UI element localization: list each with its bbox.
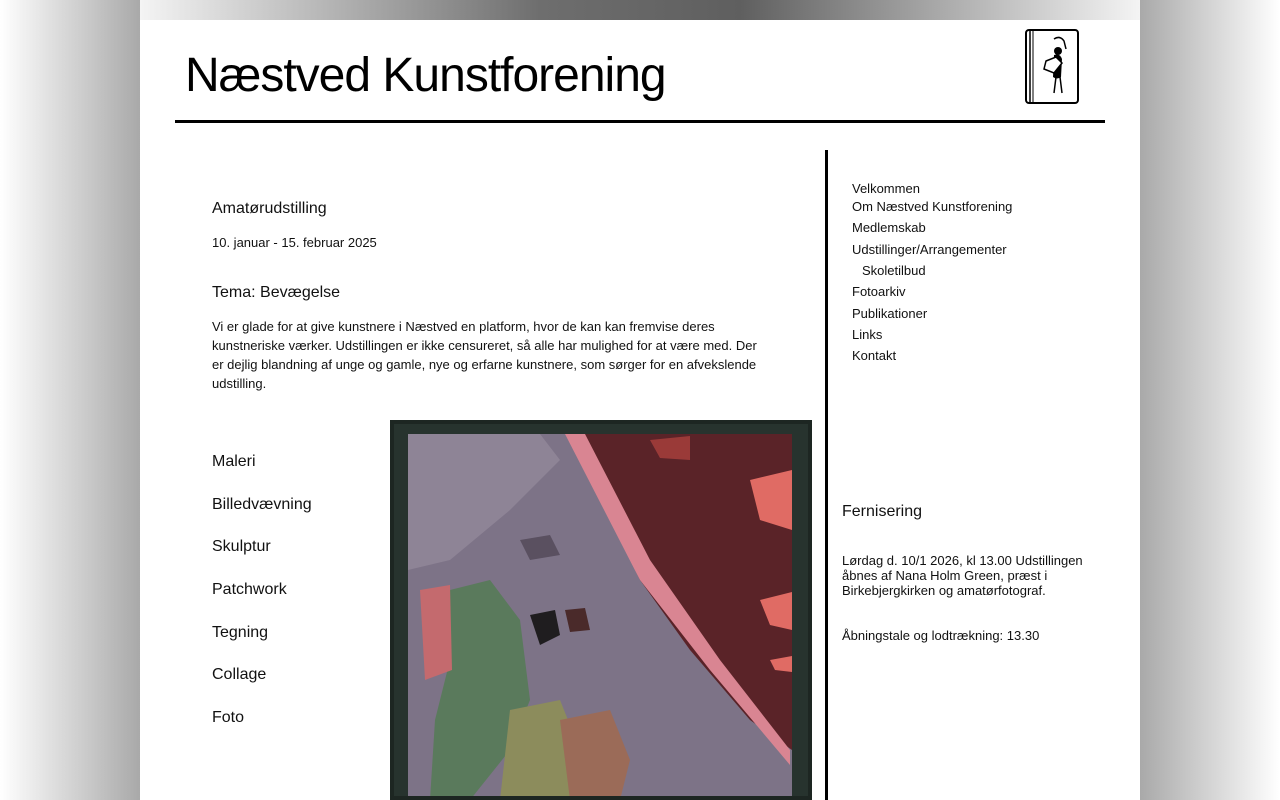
site-title: Næstved Kunstforening <box>185 49 666 102</box>
association-logo-icon <box>1024 29 1080 105</box>
top-gradient-bar <box>140 0 1140 20</box>
category-item: Patchwork <box>212 581 287 598</box>
category-item: Skulptur <box>212 538 271 555</box>
column-divider <box>825 150 828 800</box>
header-divider <box>175 120 1105 123</box>
nav-item-udstillinger[interactable]: Udstillinger/Arrangementer <box>852 242 1007 257</box>
nav-item-medlemskab[interactable]: Medlemskab <box>852 220 926 235</box>
opening-title: Fernisering <box>842 503 923 520</box>
opening-details: Lørdag d. 10/1 2026, kl 13.00 Udstillingen åbnes af Nana Holm Green, præst i Birkebjergkirken og amatørfotograf. <box>842 553 1083 598</box>
page-container <box>140 20 1140 800</box>
nav-item-fotoarkiv[interactable]: Fotoarkiv <box>852 284 906 299</box>
opening-speech-time: Åbningstale og lodtrækning: 13.30 <box>842 628 1040 643</box>
nav-item-om[interactable]: Om Næstved Kunstforening <box>852 199 1013 214</box>
exhibition-theme: Tema: Bevægelse <box>212 284 341 301</box>
category-item: Billedvævning <box>212 496 312 513</box>
nav-item-skoletilbud[interactable]: Skoletilbud <box>862 263 926 278</box>
nav-item-kontakt[interactable]: Kontakt <box>852 348 897 363</box>
nav-item-publikationer[interactable]: Publikationer <box>852 306 928 321</box>
exhibition-title: Amatørudstilling <box>212 200 327 217</box>
nav-item-velkommen[interactable]: Velkommen <box>852 181 920 196</box>
tapestry-artwork-image <box>390 420 812 800</box>
category-item: Foto <box>212 709 245 726</box>
exhibition-dates: 10. januar - 15. februar 2025 <box>212 235 377 250</box>
nav-item-links[interactable]: Links <box>852 327 883 342</box>
exhibition-description: Vi er glade for at give kunstnere i Næstved en platform, hvor de kan kan fremvise deres kunstneriske værker. Udstillingen er ikke censureret, så alle har mulighed for at være med. Der er dejlig blandning af unge og gamle, nye og erfarne kunstnere, som sørger for en afvekslende udstilling. <box>212 319 757 391</box>
category-item: Tegning <box>212 624 269 641</box>
category-item: Collage <box>212 666 267 683</box>
category-item: Maleri <box>212 453 256 470</box>
